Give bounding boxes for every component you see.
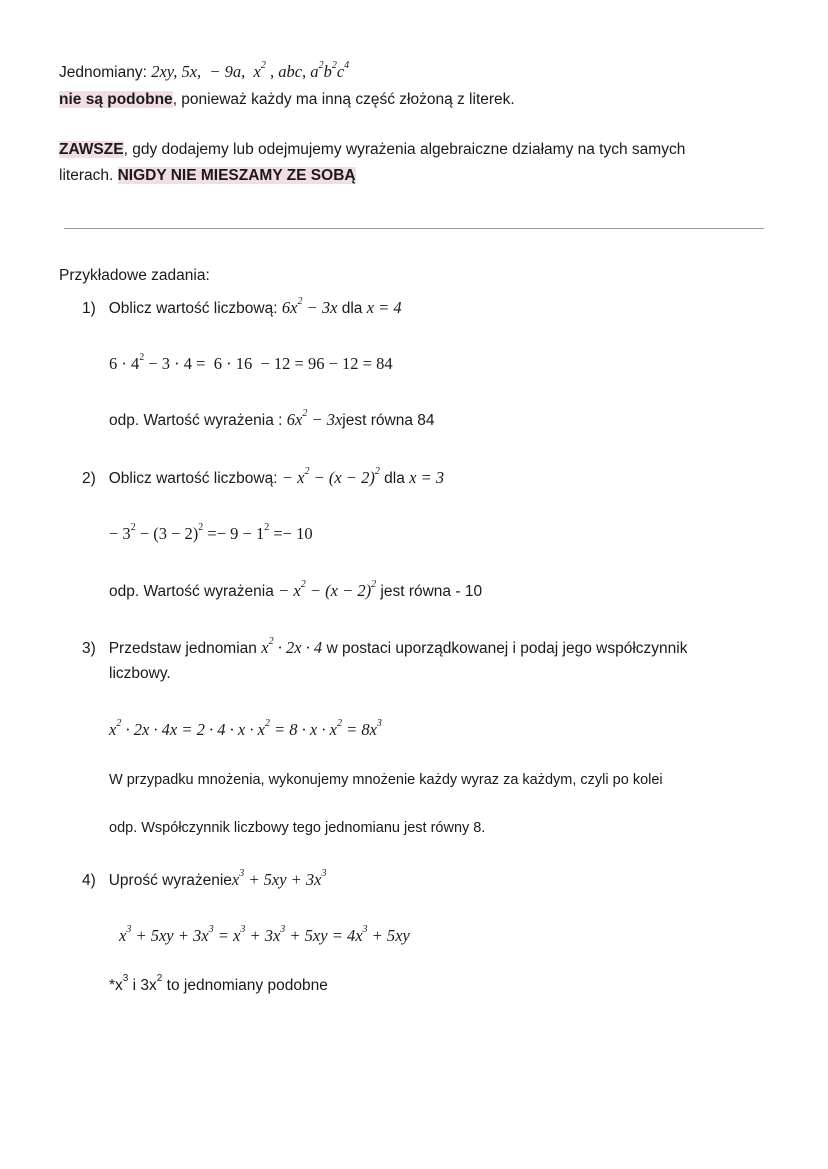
task4-calculation: $x^3 + 5xy + 3x^3 = x^3 + 3x^3 + 5xy = 4x^3 + 5xy$ [119,924,410,945]
never-highlight: NIGDY NIE MIESZAMY ZE SOBĄ [117,167,356,184]
always-rest-text: , gdy dodajemy lub odejmujemy wyrażenia algebraiczne działamy na tych samych [123,141,686,158]
task4-note-c: to jednomiany podobne [162,977,328,994]
task4-expression: $x^3 + 5xy + 3x^3$ [231,868,327,889]
task2-answer-suffix: jest równa - 10 [380,583,483,600]
task3-expression: $x^2 \cdot 2x \cdot 4$ [261,636,323,657]
never-line [59,166,356,186]
task2-line [82,468,444,489]
not-similar-line [59,90,515,110]
task3-answer: odp. Współczynnik liczbowy tego jednomianu jest równy 8. [109,820,486,836]
task3-text-c: liczbowy. [109,665,171,682]
not-similar-highlight: nie są podobne [59,91,173,108]
task2-number: 2) [82,470,96,487]
task3-line [82,638,687,659]
task2-x-value: x = 3 [409,468,445,487]
task1-x-value: x = 4 [366,298,402,317]
task3-calculation: $x^2 \cdot 2x \cdot 4x = 2 \cdot 4 \cdot x \cdot x^2 = 8 \cdot x \cdot x^2 = 8x^3$ [109,718,382,739]
letters-text: literach. [59,167,114,184]
task4-line [82,870,327,891]
task3-note: W przypadku mnożenia, wykonujemy mnożenie każdy wyraz za każdym, czyli po kolei [109,772,663,788]
monomials-line [59,62,349,83]
task3-number: 3) [82,640,96,657]
task4-text: Uprość wyrażenie [108,872,232,889]
reason-text: , ponieważ każdy ma inną część złożoną z literek. [172,91,515,108]
task2-expression: − $x^2 - (x - 2)^2$ [281,466,380,487]
task1-answer-prefix: odp. Wartość wyrażenia : [109,412,283,429]
task1-answer-suffix: jest równa 84 [342,412,435,429]
task1-answer-expression: $6x^2 - 3x$ [286,408,343,429]
task1-line [82,298,402,319]
monomials-label: Jednomiany: [59,64,147,81]
task2-answer [109,581,482,602]
task1-for: dla [341,300,363,317]
task1-expression: $6x^2 - 3x$ [281,296,338,317]
task4-note-a: *x [109,977,123,994]
task3-text-b: w postaci uporządkowanej i podaj jego współczynnik [326,640,688,657]
task1-text: Oblicz wartość liczbową: [108,300,278,317]
task2-for: dla [384,470,405,487]
monomials-formula: 2xy, 5x, − 9a, $x^2$ , abc, $a^2b^2c^4$ [151,60,350,81]
task4-note-b: i 3x [128,977,157,994]
task2-calculation: − $3^2 - (3 - 2)^2 =- 9 - 1^2 =- 10$ [109,522,313,543]
task1-answer [109,410,435,431]
task4-number: 4) [82,872,96,889]
task1-number: 1) [82,300,96,317]
task3-text-a: Przedstaw jednomian [108,640,257,657]
task4-note: $*x^3$ i $3x^2$ to jednomiany podobne [109,973,328,994]
task2-answer-prefix: odp. Wartość wyrażenia [109,583,274,600]
divider [64,228,764,229]
task2-text: Oblicz wartość liczbową: [108,470,278,487]
always-highlight: ZAWSZE [59,141,124,158]
examples-heading: Przykładowe zadania: [59,267,210,284]
task2-answer-expression: − $x^2 - (x - 2)^2$ [278,579,377,600]
always-line [59,140,685,160]
task1-calculation: $6 \cdot 4^2 - 3 \cdot 4 = 6 \cdot 16 - 12 = 96 - 12 = 84$ [109,352,393,373]
